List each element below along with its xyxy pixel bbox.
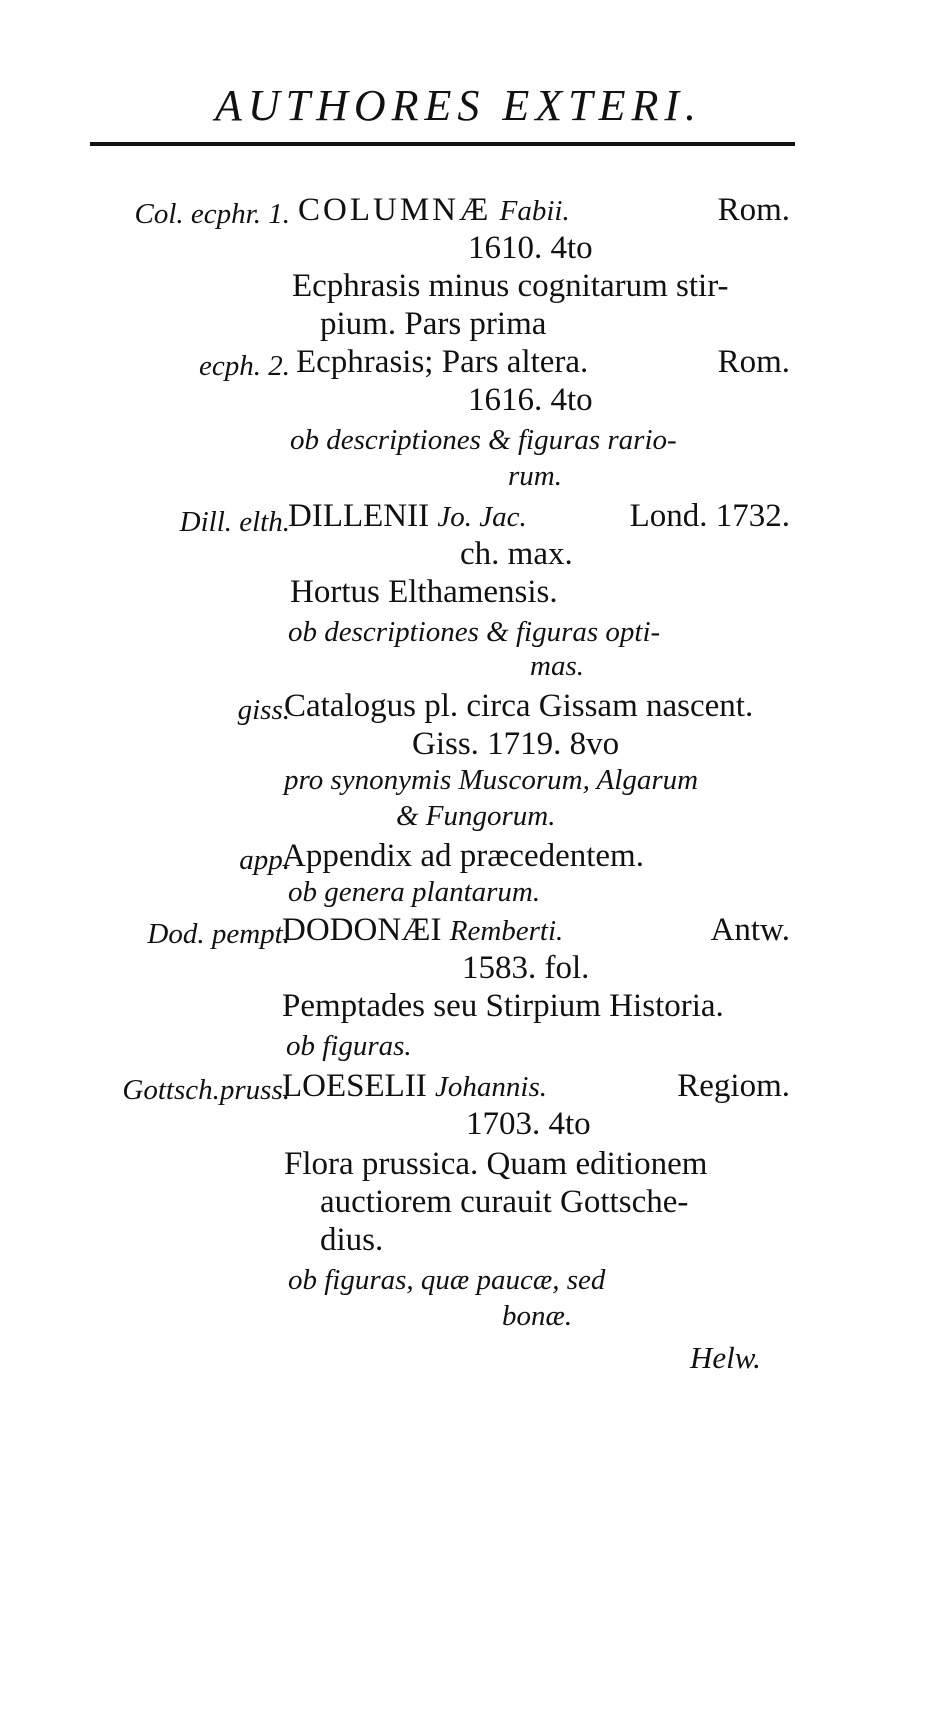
place-of-publication: Antw. [710, 912, 790, 948]
entry-abbreviation: Col. ecphr. 1. [134, 198, 290, 230]
note-line: ob descriptiones & figuras rario- [290, 424, 677, 456]
entry-abbreviation: Dill. elth. [179, 506, 290, 538]
entry-heading [296, 344, 790, 381]
entry-heading [298, 192, 790, 229]
note-line: rum. [508, 460, 562, 492]
entry-abbreviation: Gottsch.pruss. [122, 1074, 290, 1106]
note-line: ob descriptiones & figuras opti- [288, 616, 661, 648]
publication-date: 1703. 4to [466, 1106, 591, 1142]
publication-date: ch. max. [460, 536, 573, 572]
title-line: Ecphrasis; Pars altera. [296, 344, 589, 380]
entry-heading [282, 1068, 790, 1105]
author-name: COLUMNÆ [298, 192, 492, 228]
publication-date: 1616. 4to [468, 382, 593, 418]
author-given-name: Fabii. [499, 195, 570, 227]
head-rule [90, 142, 795, 146]
title-line: Flora prussica. Quam editionem [284, 1146, 708, 1182]
publication-date: 1583. fol. [462, 950, 590, 986]
note-line: ob figuras. [286, 1030, 412, 1062]
title-line: dius. [320, 1222, 384, 1258]
author-given-name: Johannis. [435, 1071, 548, 1103]
note-line: ob genera plantarum. [288, 876, 541, 908]
publication-date: 1610. 4to [468, 230, 593, 266]
title-line: Ecphrasis minus cognitarum stir- [292, 268, 729, 304]
title-line: auctiorem curauit Gottsche- [320, 1184, 689, 1220]
title-line: pium. Pars prima [320, 306, 547, 342]
place-of-publication: Regiom. [677, 1068, 790, 1104]
catchword: Helw. [690, 1340, 761, 1375]
author-name: DODONÆI [282, 912, 442, 948]
place-of-publication: Rom. [717, 192, 790, 228]
author-given-name: Jo. Jac. [437, 501, 527, 533]
author-given-name: Remberti. [449, 915, 564, 947]
note-line: ob figuras, quæ paucæ, sed [288, 1264, 606, 1296]
entry-abbreviation: ecph. 2. [199, 350, 290, 382]
note-line: pro synonymis Muscorum, Algarum [284, 764, 699, 796]
entry-heading [288, 498, 790, 535]
title-line: Appendix ad præcedentem. [282, 838, 644, 874]
place-of-publication: Lond. 1732. [629, 498, 790, 534]
title-line: Hortus Elthamensis. [290, 574, 558, 610]
author-name: LOESELII [282, 1068, 427, 1104]
title-line: Catalogus pl. circa Gissam nascent. [284, 688, 754, 724]
note-line: & Fungorum. [396, 800, 556, 832]
entry-abbreviation: giss. [237, 694, 290, 726]
entry-abbreviation: Dod. pempt. [147, 918, 290, 950]
running-head: AUTHORES EXTERI. [215, 81, 703, 130]
note-line: mas. [530, 650, 584, 682]
author-name: DILLENII [288, 498, 430, 534]
place-of-publication: Rom. [717, 344, 790, 380]
publication-date: Giss. 1719. 8vo [412, 726, 620, 762]
entry-heading [282, 912, 790, 949]
entry-abbreviation: app. [239, 844, 290, 876]
note-line: bonæ. [502, 1300, 573, 1332]
title-line: Pemptades seu Stirpium Historia. [282, 988, 724, 1024]
